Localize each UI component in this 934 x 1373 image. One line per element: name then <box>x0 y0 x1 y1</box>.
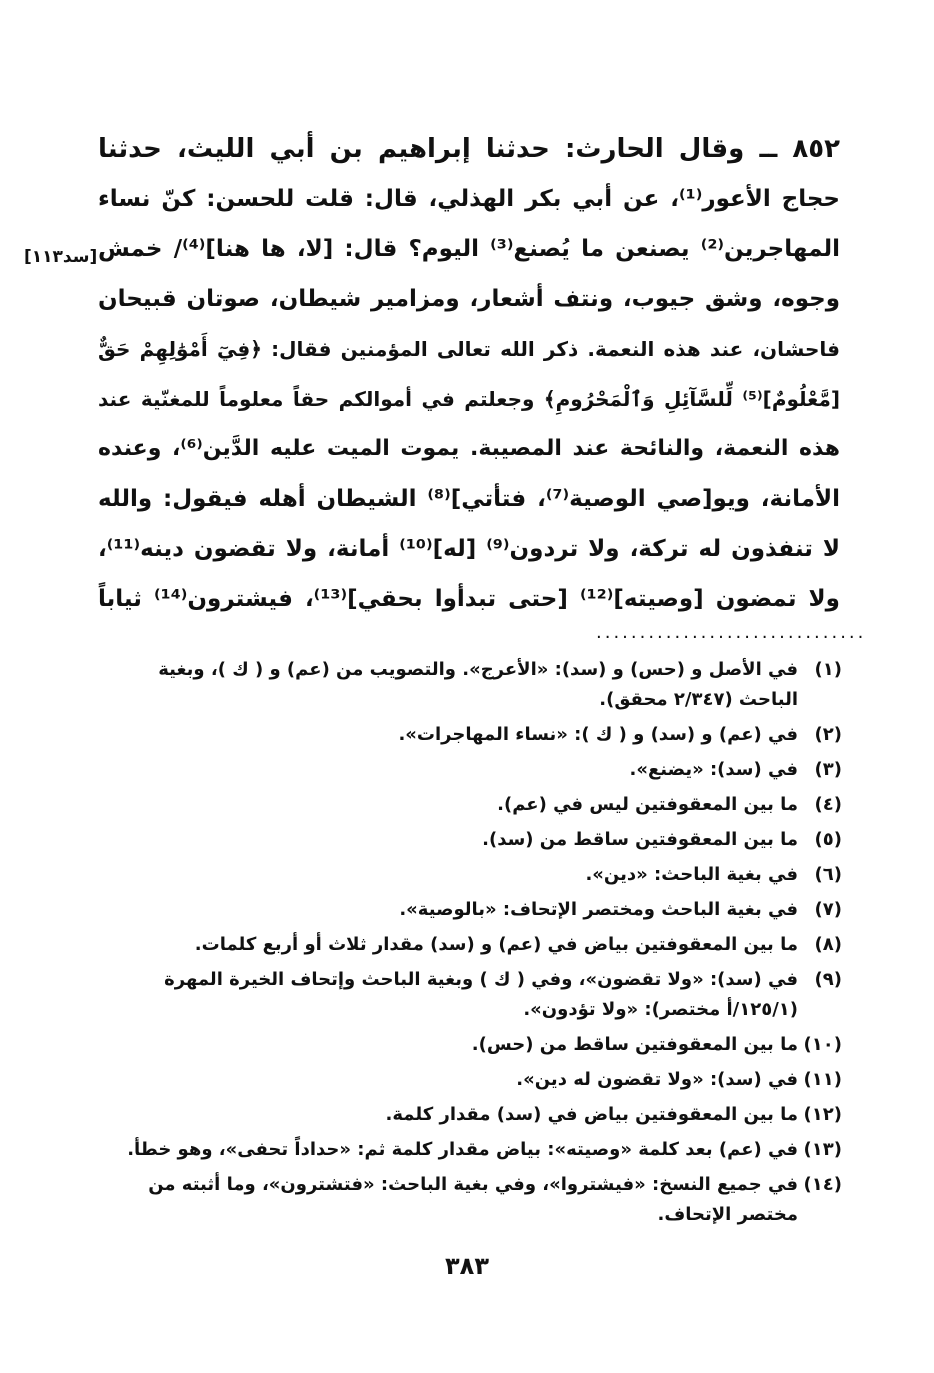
footnote-text: في (عم) و (سد) و ( ك ): «نساء المهاجرات». <box>398 724 798 745</box>
footnote-number: (١٤) <box>803 1174 842 1195</box>
footnote-number: (١٢) <box>803 1104 842 1125</box>
footnote <box>112 825 842 855</box>
footnote <box>112 1030 842 1060</box>
footnote-text: في (عم) بعد كلمة «وصيته»: بياض مقدار كلمة ثم: «حداداً تحفى»، وهو خطأ. <box>127 1139 798 1160</box>
footnote <box>112 965 842 1025</box>
text-line: [مَّعْلُومٌ]⁽⁵⁾ لِّلسَّآئِلِ وَٱلْمَحْرُومِ﴾ وجعلتم في أموالكم حقاً معلوماً للمغنّية عند <box>98 387 840 411</box>
footnote <box>112 790 842 820</box>
text-line: ٨٥٢ ــ وقال الحارث: حدثنا إبراهيم بن أبي الليث، حدثنا <box>98 134 840 164</box>
footnote <box>112 930 842 960</box>
hadith-text <box>98 124 840 624</box>
footnote-text: في (سد): «يضنع». <box>629 759 798 780</box>
footnote-text: في (سد): «ولا تقضون»، وفي ( ك ) وبغية الباحث وإتحاف الخيرة المهرة (١٢٥/١/أ مختصر): «ولا تؤدون». <box>164 969 798 1020</box>
footnote <box>112 1135 842 1165</box>
footnote-number: (٥) <box>814 829 842 850</box>
footnote <box>112 755 842 785</box>
footnote-number: (٧) <box>814 899 842 920</box>
text-line: فاحشان، عند هذه النعمة. ذكر الله تعالى المؤمنين فقال: ﴿فِيٓ أَمْوَٰلِهِمْ حَقٌّ <box>98 337 840 361</box>
text-line: لا تنفذون له تركة، ولا تردون⁽⁹⁾ [له]⁽¹⁰⁾ أمانة، ولا تقضون دينه⁽¹¹⁾، <box>98 536 840 562</box>
footnote-number: (٤) <box>814 794 842 815</box>
footnote-text: ما بين المعقوفتين ليس في (عم). <box>497 794 798 815</box>
footnote <box>112 895 842 925</box>
footnote <box>112 1170 842 1230</box>
footnote-number: (١٠) <box>803 1034 842 1055</box>
text-line: ولا تمضون [وصيته]⁽¹²⁾ [حتى تبدأوا بحقي]⁽¹³⁾، فيشترون⁽¹⁴⁾ ثياباً <box>98 586 840 612</box>
page-number: ٣٨٣ <box>445 1252 489 1280</box>
footnote-text: ما بين المعقوفتين بياض في (عم) و (سد) مقدار ثلاث أو أربع كلمات. <box>194 934 798 955</box>
footnote-number: (١) <box>814 659 842 680</box>
text-line: وجوه، وشق جيوب، ونتف أشعار، ومزامير شيطان، صوتان قبيحان <box>98 286 840 312</box>
footnote-number: (٩) <box>814 969 842 990</box>
text-line: المهاجرين⁽²⁾ يصنعن ما يُصنع⁽³⁾ اليوم؟ قال: [لا، ها هنا]⁽⁴⁾/ خمش <box>98 236 841 262</box>
text-line: الأمانة، ويو[صي الوصية⁽⁷⁾، فتأتي]⁽⁸⁾ الشيطان أهله فيقول: والله <box>98 486 840 512</box>
footnote-separator: ............................... <box>596 622 867 643</box>
text-line: هذه النعمة، والنائحة عند المصيبة. يموت الميت عليه الدَّين⁽⁶⁾، وعنده <box>98 436 840 461</box>
text-line: حجاج الأعور⁽¹⁾، عن أبي بكر الهذلي، قال: قلت للحسن: كنّ نساء <box>98 186 840 212</box>
footnote-text: ما بين المعقوفتين ساقط من (سد). <box>482 829 798 850</box>
footnote-number: (٦) <box>814 864 842 885</box>
footnote-text: في جميع النسخ: «فيشتروا»، وفي بغية الباحث: «فتشترون»، وما أثبته من مختصر الإتحاف. <box>148 1174 798 1225</box>
footnote-text: ما بين المعقوفتين ساقط من (حس). <box>471 1034 798 1055</box>
footnote <box>112 720 842 750</box>
footnote-text: ما بين المعقوفتين بياض في (سد) مقدار كلمة. <box>385 1104 798 1125</box>
footnote-number: (١٣) <box>803 1139 842 1160</box>
footnote-text: في بغية الباحث: «دين». <box>585 864 798 885</box>
footnote <box>112 860 842 890</box>
footnote-number: (٢) <box>814 724 842 745</box>
footnote-text: في الأصل و (حس) و (سد): «الأعرج». والتصويب من (عم) و ( ك )، وبغية الباحث (٢/٣٤٧ محقق). <box>158 659 798 710</box>
footnote-text: في بغية الباحث ومختصر الإتحاف: «بالوصية». <box>399 899 798 920</box>
footnote <box>112 1065 842 1095</box>
footnote-number: (١١) <box>803 1069 842 1090</box>
margin-reference: [سد١١٣] <box>24 247 98 267</box>
footnote-number: (٨) <box>814 934 842 955</box>
footnotes <box>112 655 842 1235</box>
footnote <box>112 1100 842 1130</box>
footnote <box>112 655 842 715</box>
footnote-text: في (سد): «ولا تقضون له دين». <box>516 1069 798 1090</box>
footnote-number: (٣) <box>814 759 842 780</box>
